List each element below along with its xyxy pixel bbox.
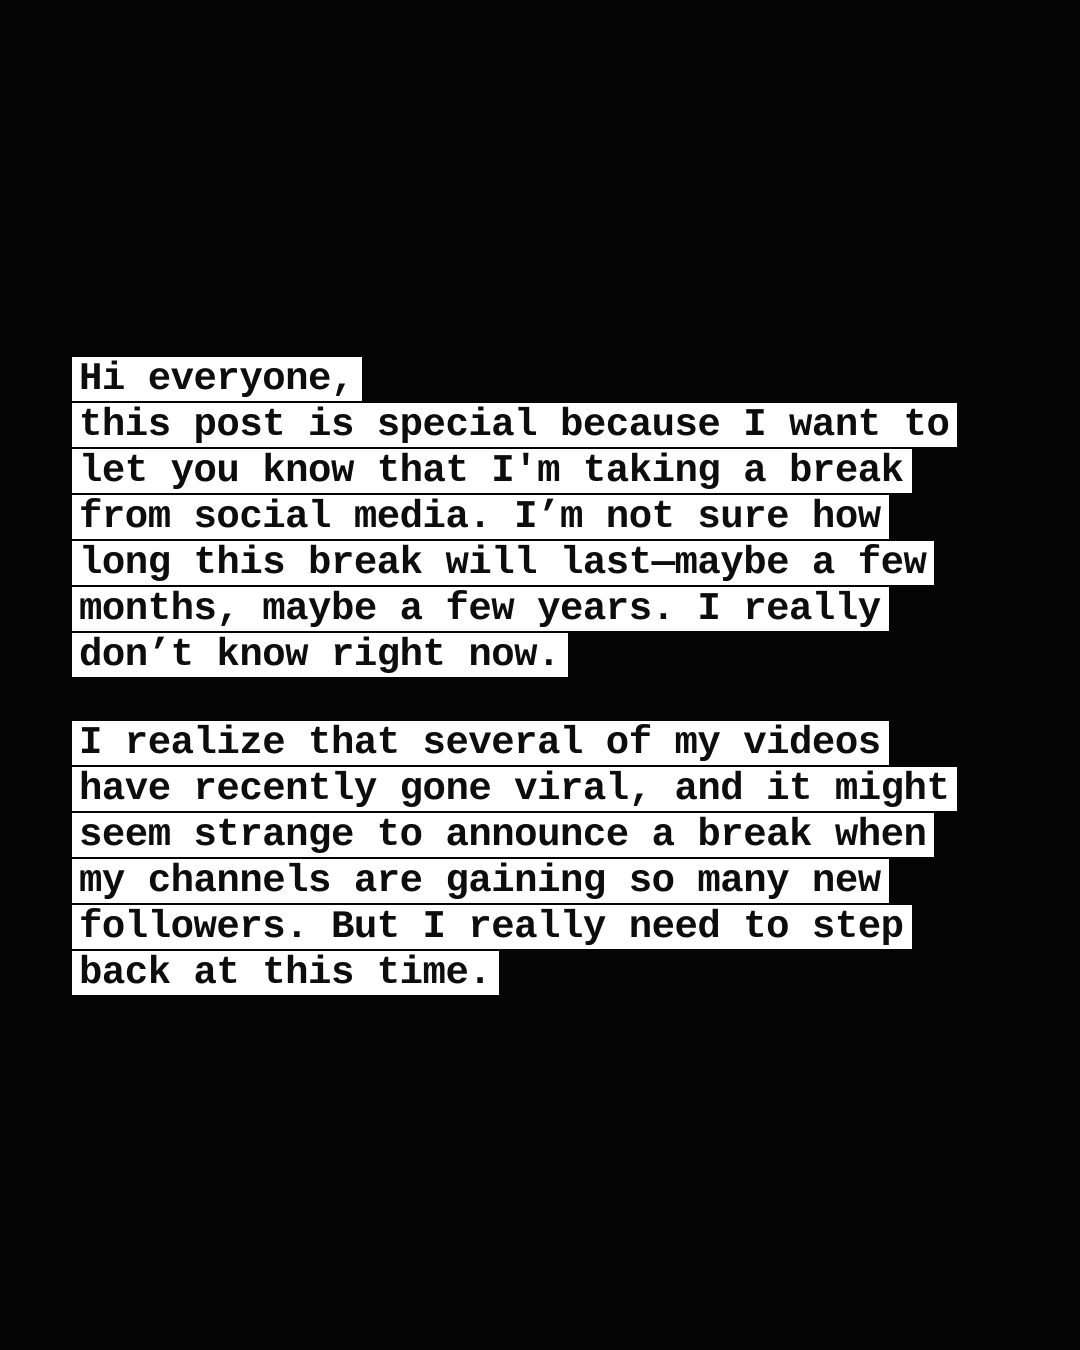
story-text-line: I realize that several of my videos [72,721,889,765]
story-text-line: have recently gone viral, and it might [72,767,957,811]
paragraph-viral-videos [72,721,957,995]
story-text-line: long this break will last—maybe a few [72,541,934,585]
story-text-line: from social media. I’m not sure how [72,495,889,539]
paragraph-intro [72,357,957,677]
story-text-line: followers. But I really need to step [72,905,912,949]
story-text-line: don’t know right now. [72,633,568,677]
story-text-line: my channels are gaining so many new [72,859,889,903]
story-text-line: seem strange to announce a break when [72,813,934,857]
story-text-line: let you know that I'm taking a break [72,449,912,493]
announcement-text-block [72,357,957,997]
story-text-line: back at this time. [72,951,499,995]
story-text-line: Hi everyone, [72,357,362,401]
story-text-line: this post is special because I want to [72,403,957,447]
story-text-line: months, maybe a few years. I really [72,587,889,631]
